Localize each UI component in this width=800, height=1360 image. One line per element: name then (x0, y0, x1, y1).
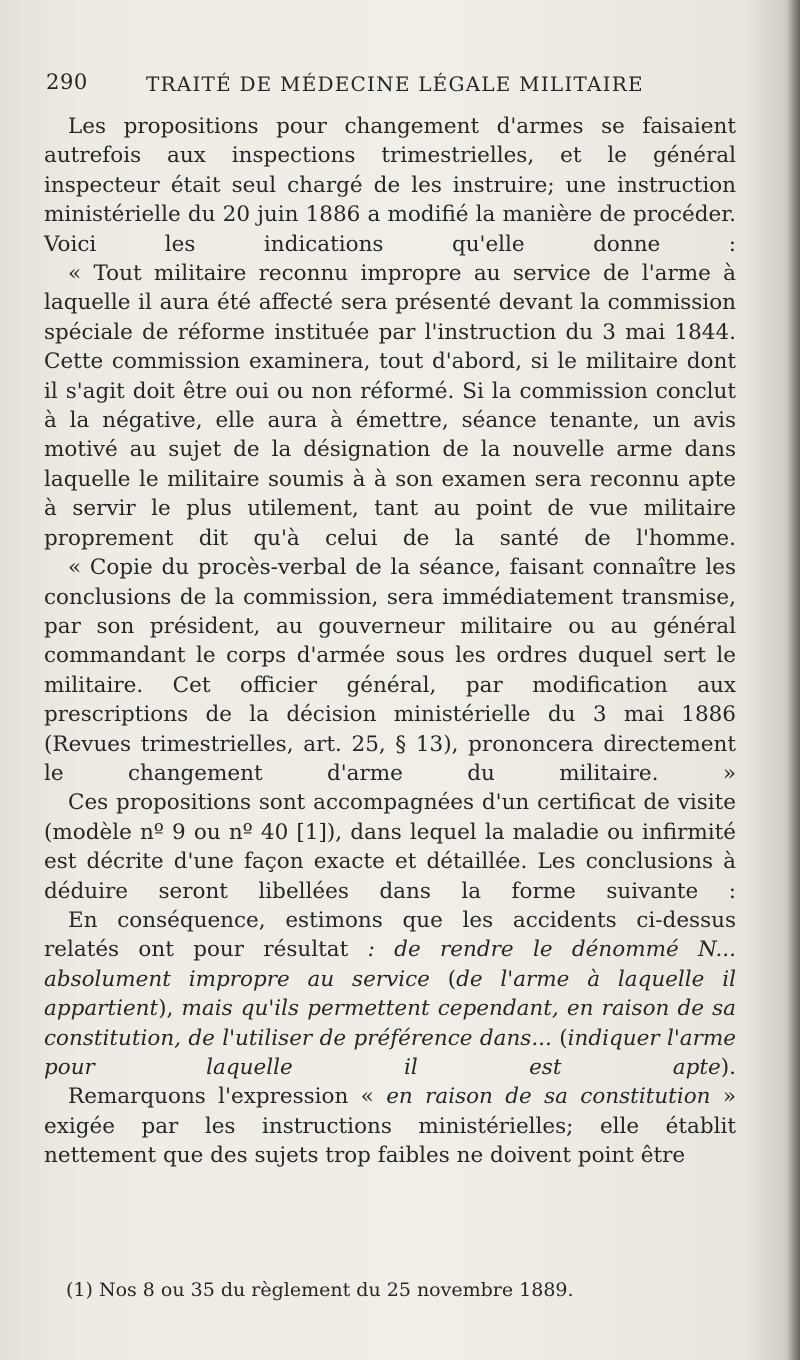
conclusion-plain-2: ), (158, 996, 182, 1022)
paragraph-certificate: Ces propositions sont accompagnées d'un certificat de visite (modèle nº 9 ou nº 40 [1]), dans lequel la maladie ou infirmité est décrite d'une façon exacte et détaillée. Les conclusions à déduire seront libellées dans la forme suivante : (44, 790, 736, 904)
conclusion-italic-3: mais qu'ils permettent cependant, en raison de sa constitution, de l'utiliser de préférence dans... (44, 996, 736, 1051)
remark-lead: Remarquons l'expression « (68, 1084, 387, 1110)
body-text (44, 112, 736, 1171)
running-head (46, 70, 746, 100)
remark-rest: » exigée par les instructions ministérielles; elle établit nettement que des sujets trop faibles ne doivent point être (44, 1084, 736, 1169)
page-number: 290 (46, 70, 88, 94)
paragraph-quote-2: « Copie du procès-verbal de la séance, faisant connaître les conclusions de la commission, sera immédiatement transmise, par son président, au gouverneur militaire ou au général commandant le corps d'armée sous les ordres duquel sert le militaire. Cet officier général, par modification aux prescriptions de la décision ministérielle du 3 mai 1886 (Revues trimestrielles, art. 25, § 13), prononcera directement le changement d'arme du militaire. » (44, 555, 736, 786)
conclusion-plain-3: ( (551, 1025, 568, 1051)
conclusion-plain-1: ( (429, 966, 457, 992)
page-edge-shadow (788, 0, 800, 1360)
footnote: (1) Nos 8 ou 35 du règlement du 25 novembre 1889. (66, 1279, 574, 1301)
paragraph-quote-1: « Tout militaire reconnu impropre au service de l'arme à laquelle il aura été affecté sera présenté devant la commission spéciale de réforme instituée par l'instruction du 3 mai 1844. Cette commission examinera, tout d'abord, si le militaire dont il s'agit doit être oui ou non réformé. Si la commission conclut à la négative, elle aura à émettre, séance tenante, un avis motivé au sujet de la désignation de la nouvelle arme dans laquelle le militaire soumis à à son examen sera reconnu apte à servir le plus utilement, tant au point de vue militaire proprement dit qu'à celui de la santé de l'homme. (44, 261, 736, 551)
conclusion-plain-4: ). (720, 1055, 736, 1080)
conclusion-italic-2: de l'arme à laquelle il appartient (44, 966, 736, 1022)
paragraph-remark (44, 1082, 736, 1170)
running-title: TRAITÉ DE MÉDECINE LÉGALE MILITAIRE (146, 72, 644, 96)
paragraph-conclusion (44, 906, 736, 1082)
conclusion-italic-1: : de rendre le dénommé N... absolument impropre au service (44, 937, 736, 992)
conclusion-italic-4: indiquer l'arme pour laquelle il est apte (44, 1025, 736, 1080)
remark-italic: en raison de sa constitution (386, 1084, 711, 1110)
conclusion-lead: En conséquence, estimons que les accidents ci-dessus relatés ont pour résultat (44, 907, 736, 963)
paragraph-intro: Les propositions pour changement d'armes se faisaient autrefois aux inspections trimestrielles, et le général inspecteur était seul chargé de les instruire; une instruction ministérielle du 20 juin 1886 a modifié la manière de procéder. Voici les indications qu'elle donne : (44, 114, 736, 257)
